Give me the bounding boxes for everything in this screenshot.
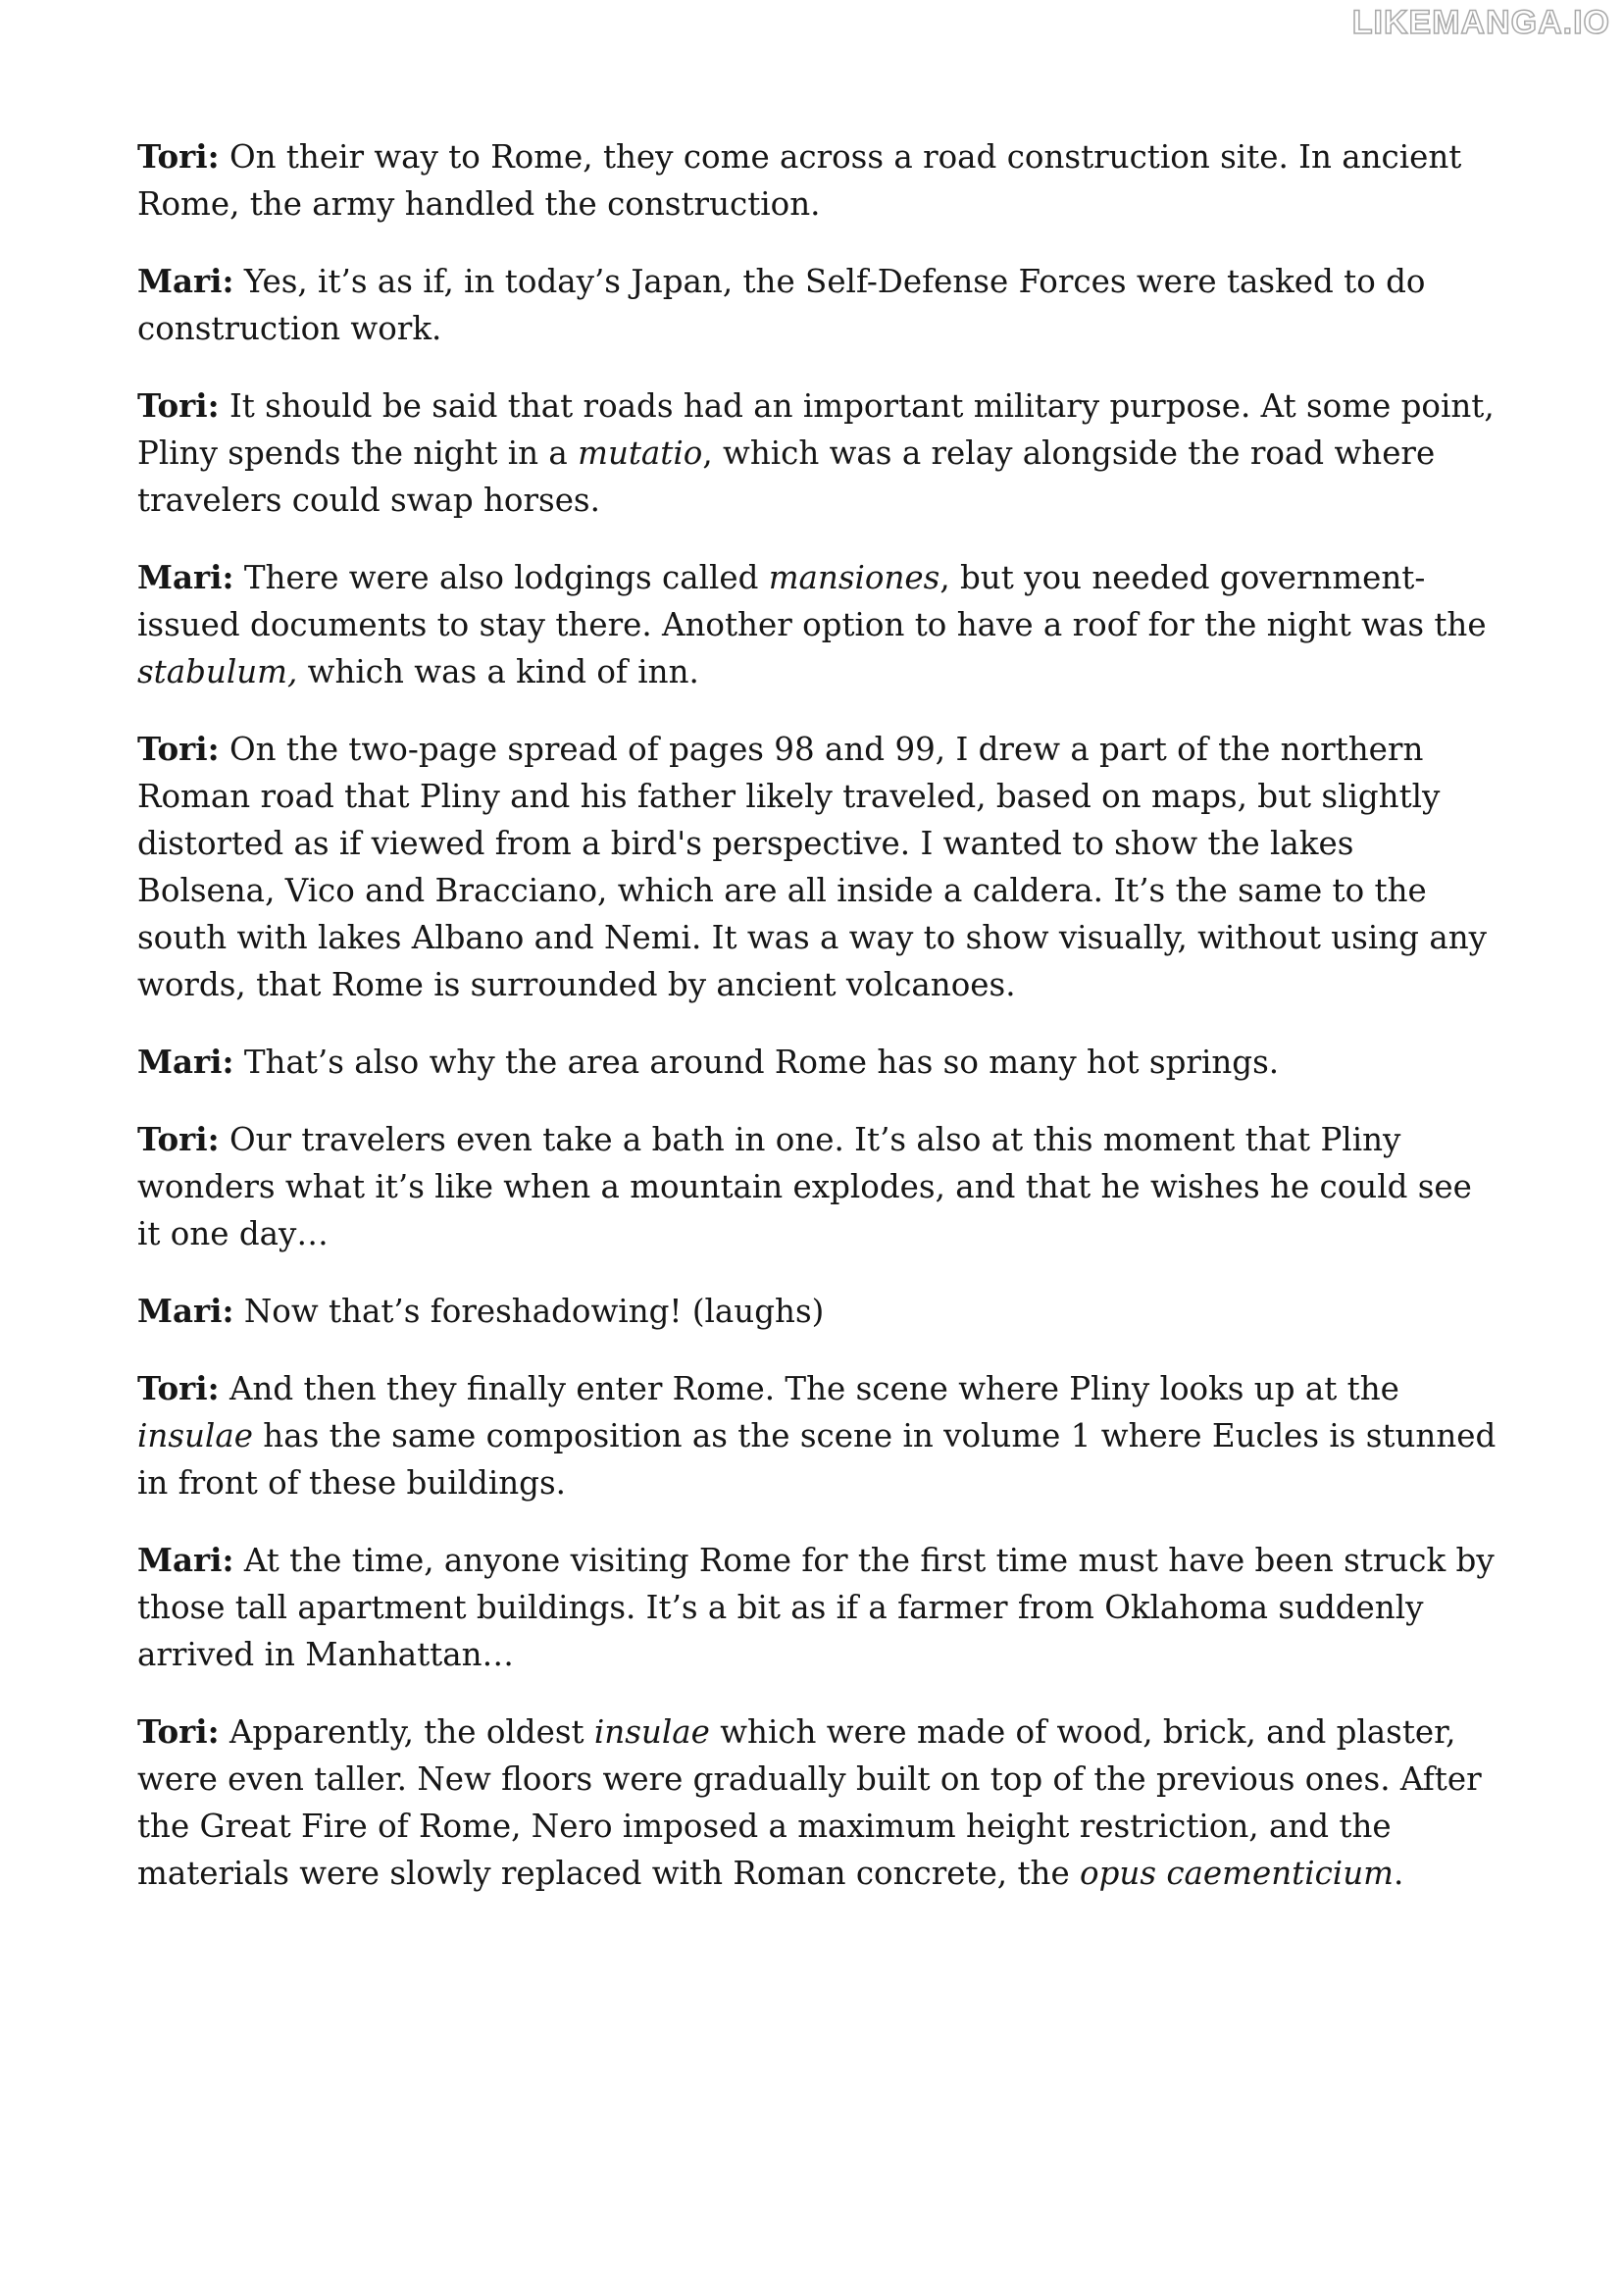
dialogue-paragraph bbox=[137, 1288, 1500, 1335]
speaker-label: Mari: bbox=[137, 262, 234, 300]
dialogue-text: On the two-page spread of pages 98 and 99, I drew a part of the northern Roman road that Pliny and his father likely traveled, based on maps, but slightly distorted as if viewed from a bird's perspective. I wanted to show the lakes Bolsena, Vico and Bracciano, which are all inside a caldera. It’s the same to the south with lakes Albano and Nemi. It was a way to show visually, without using any words, that Rome is surrounded by ancient volcanoes. bbox=[137, 731, 1487, 1003]
speaker-label: Tori: bbox=[137, 730, 220, 768]
speaker-label: Tori: bbox=[137, 1712, 220, 1751]
speaker-label: Mari: bbox=[137, 1043, 234, 1081]
dialogue-paragraph bbox=[137, 726, 1500, 1008]
dialogue-paragraph bbox=[137, 258, 1500, 352]
italic-term: insulae bbox=[593, 1713, 710, 1751]
speaker-label: Mari: bbox=[137, 558, 234, 596]
dialogue-text: , but you needed government-issued documents to stay there. Another option to have a roof for the night was the bbox=[137, 559, 1487, 643]
italic-term: mansiones bbox=[768, 559, 940, 596]
dialogue-paragraph bbox=[137, 1365, 1500, 1506]
dialogue-text: At the time, anyone visiting Rome for the first time must have been struck by those tall apartment buildings. It’s a bit as if a farmer from Oklahoma suddenly arrived in Manhattan… bbox=[137, 1542, 1495, 1673]
watermark-logo: LIKEMANGA.IO bbox=[1351, 4, 1610, 41]
dialogue-text: which was a kind of inn. bbox=[297, 653, 699, 690]
speaker-label: Tori: bbox=[137, 1120, 220, 1158]
dialogue-paragraph bbox=[137, 1116, 1500, 1257]
dialogue-text: There were also lodgings called bbox=[243, 559, 769, 596]
italic-term: opus caementicium bbox=[1080, 1855, 1394, 1892]
dialogue-text: which were made of wood, brick, and plaster, were even taller. New floors were gradually built on top of the previous ones. After the Great Fire of Rome, Nero imposed a maximum height restriction, and the materials were slowly replaced with Roman concrete, the bbox=[137, 1713, 1482, 1892]
speaker-label: Mari: bbox=[137, 1292, 234, 1330]
dialogue-paragraph bbox=[137, 554, 1500, 695]
italic-term: stabulum, bbox=[137, 653, 298, 690]
dialogue-text: And then they finally enter Rome. The scene where Pliny looks up at the bbox=[228, 1370, 1399, 1407]
dialogue-paragraph bbox=[137, 133, 1500, 228]
dialogue-text: It should be said that roads had an important military purpose. At some point, Pliny spends the night in a bbox=[137, 387, 1495, 472]
speaker-label: Tori: bbox=[137, 386, 220, 425]
speaker-label: Tori: bbox=[137, 1369, 220, 1407]
dialogue-text: Apparently, the oldest bbox=[228, 1713, 594, 1751]
dialogue-text: , which was a relay alongside the road where travelers could swap horses. bbox=[137, 434, 1436, 519]
italic-term: insulae bbox=[137, 1417, 253, 1454]
dialogue-text: That’s also why the area around Rome has so many hot springs. bbox=[243, 1044, 1280, 1081]
dialogue-paragraph bbox=[137, 382, 1500, 524]
dialogue-paragraph bbox=[137, 1039, 1500, 1086]
dialogue-paragraph bbox=[137, 1708, 1500, 1897]
dialogue-text: has the same composition as the scene in volume 1 where Eucles is stunned in front of these buildings. bbox=[137, 1417, 1497, 1502]
dialogue-text: Our travelers even take a bath in one. It’s also at this moment that Pliny wonders what it’s like when a mountain explodes, and that he wishes he could see it one day… bbox=[137, 1121, 1472, 1252]
dialogue-text: . bbox=[1393, 1855, 1404, 1892]
italic-term: mutatio bbox=[578, 434, 703, 472]
dialogue-paragraph bbox=[137, 1537, 1500, 1678]
speaker-label: Tori: bbox=[137, 137, 220, 176]
dialogue-text: Now that’s foreshadowing! (laughs) bbox=[243, 1293, 825, 1330]
speaker-label: Mari: bbox=[137, 1541, 234, 1579]
interview-text bbox=[137, 133, 1500, 1927]
dialogue-text: On their way to Rome, they come across a road construction site. In ancient Rome, the army handled the construction. bbox=[137, 138, 1462, 223]
dialogue-text: Yes, it’s as if, in today’s Japan, the Self-Defense Forces were tasked to do construction work. bbox=[137, 263, 1426, 347]
